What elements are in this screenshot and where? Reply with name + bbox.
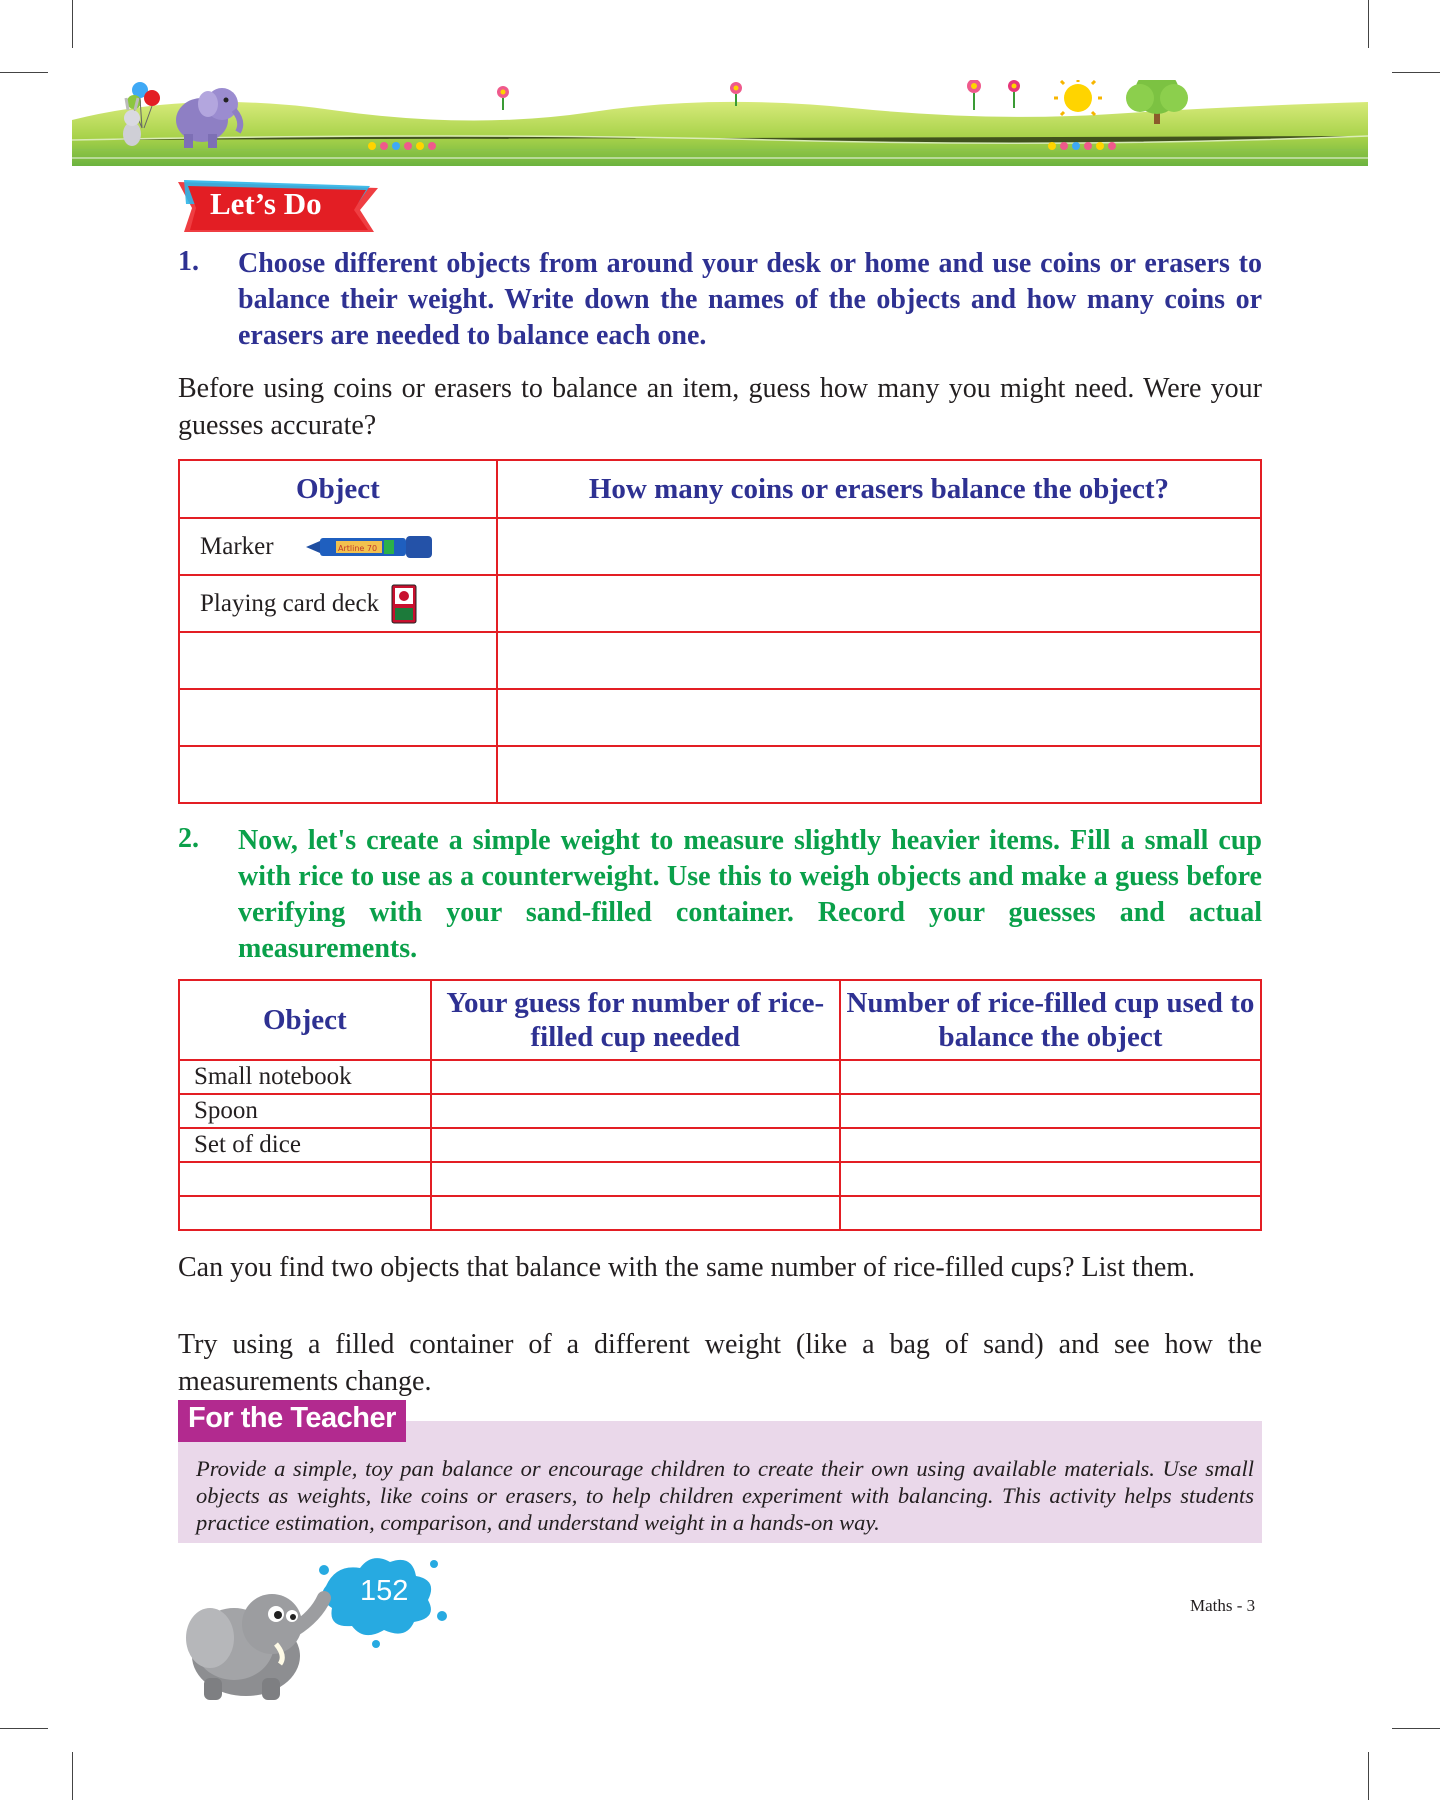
crop-mark bbox=[72, 1752, 73, 1800]
table-header-cell: Object bbox=[179, 460, 497, 518]
crop-mark bbox=[0, 1728, 48, 1729]
actual-cell[interactable] bbox=[840, 1128, 1261, 1162]
table-row bbox=[179, 1196, 1261, 1230]
question-1-number: 1. bbox=[178, 246, 199, 277]
header-banner-illustration bbox=[72, 80, 1368, 166]
object-name[interactable] bbox=[179, 1162, 431, 1196]
answer-cell[interactable] bbox=[497, 689, 1261, 746]
crop-mark bbox=[72, 0, 73, 48]
question-1-note: Before using coins or erasers to balance an item, guess how many you might need. Were your guesses accurate? bbox=[178, 373, 1262, 441]
question-1-text: Choose different objects from around your desk or home and use coins or erasers to balance their weight. Write down the names of the objects and how many coins or erasers are needed to balance each one. bbox=[238, 248, 1262, 351]
paragraph-same-weight: Can you find two objects that balance with the same number of rice-filled cups? List them. bbox=[178, 1252, 1196, 1283]
flower-icon bbox=[1008, 80, 1020, 108]
page-number: 152 bbox=[360, 1575, 409, 1607]
crop-mark bbox=[1392, 72, 1440, 73]
answer-cell[interactable] bbox=[497, 518, 1261, 575]
table-row bbox=[179, 1060, 1261, 1094]
answer-cell[interactable] bbox=[497, 632, 1261, 689]
marker-icon bbox=[306, 533, 434, 561]
object-name: Spoon bbox=[179, 1094, 431, 1128]
marker-brand-text: Artline 70 bbox=[337, 543, 377, 553]
table-cell[interactable] bbox=[179, 632, 497, 689]
actual-cell[interactable] bbox=[840, 1094, 1261, 1128]
coins-erasers-table bbox=[178, 459, 1262, 804]
paragraph-different-weight: Try using a filled container of a different weight (like a bag of sand) and see how the measurements change. bbox=[178, 1329, 1262, 1397]
guess-cell[interactable] bbox=[431, 1162, 840, 1196]
object-name: Set of dice bbox=[179, 1128, 431, 1162]
table-row bbox=[179, 1094, 1261, 1128]
table-row bbox=[179, 575, 1261, 632]
table-header-row bbox=[179, 460, 1261, 518]
table-cell[interactable] bbox=[179, 746, 497, 803]
actual-cell[interactable] bbox=[840, 1060, 1261, 1094]
crop-mark bbox=[1392, 1728, 1440, 1729]
table-cell bbox=[179, 575, 497, 632]
table-header-cell: Object bbox=[179, 980, 431, 1060]
guess-cell[interactable] bbox=[431, 1128, 840, 1162]
flower-icon bbox=[967, 80, 981, 110]
object-name: Marker bbox=[200, 532, 274, 560]
answer-cell[interactable] bbox=[497, 575, 1261, 632]
table-header-cell: Your guess for number of rice-filled cup needed bbox=[431, 980, 840, 1060]
guess-cell[interactable] bbox=[431, 1196, 840, 1230]
teacher-note-text: Provide a simple, toy pan balance or encourage children to create their own using available materials. Use small objects as weights, like coins or erasers, to help children experiment with balancing. This activity helps students practice estimation, comparison, and understand weight in a hands-on way. bbox=[196, 1456, 1254, 1535]
teacher-note-title: For the Teacher bbox=[188, 1402, 396, 1434]
playing-card-deck-icon bbox=[391, 584, 417, 624]
elephant-mascot-icon bbox=[176, 1546, 448, 1704]
table-header-cell: Number of rice-filled cup used to balance the object bbox=[840, 980, 1261, 1060]
sun-icon bbox=[1054, 80, 1102, 115]
subject-label: Maths - 3 bbox=[1190, 1596, 1256, 1615]
table-header-cell: How many coins or erasers balance the object? bbox=[497, 460, 1261, 518]
rice-cup-table bbox=[178, 979, 1262, 1231]
lets-do-label: Let’s Do bbox=[210, 186, 322, 221]
question-2-text: Now, let's create a simple weight to measure slightly heavier items. Fill a small cup with rice to use as a counterweight. Use this to weigh objects and make a guess before verifying with your sand-filled container. Record your guesses and actual measurements. bbox=[238, 825, 1262, 964]
table-row bbox=[179, 632, 1261, 689]
table-cell bbox=[179, 518, 497, 575]
table-row bbox=[179, 1162, 1261, 1196]
question-2-number: 2. bbox=[178, 823, 199, 854]
crop-mark bbox=[0, 72, 48, 73]
crop-mark bbox=[1368, 1752, 1369, 1800]
table-row bbox=[179, 1128, 1261, 1162]
actual-cell[interactable] bbox=[840, 1162, 1261, 1196]
guess-cell[interactable] bbox=[431, 1094, 840, 1128]
guess-cell[interactable] bbox=[431, 1060, 840, 1094]
table-cell[interactable] bbox=[179, 689, 497, 746]
table-row bbox=[179, 689, 1261, 746]
table-row bbox=[179, 518, 1261, 575]
crop-mark bbox=[1368, 0, 1369, 48]
object-name: Small notebook bbox=[179, 1060, 431, 1094]
answer-cell[interactable] bbox=[497, 746, 1261, 803]
object-name: Playing card deck bbox=[200, 589, 380, 617]
table-row bbox=[179, 746, 1261, 803]
actual-cell[interactable] bbox=[840, 1196, 1261, 1230]
table-header-row bbox=[179, 980, 1261, 1060]
flower-icon bbox=[497, 86, 509, 110]
object-name[interactable] bbox=[179, 1196, 431, 1230]
